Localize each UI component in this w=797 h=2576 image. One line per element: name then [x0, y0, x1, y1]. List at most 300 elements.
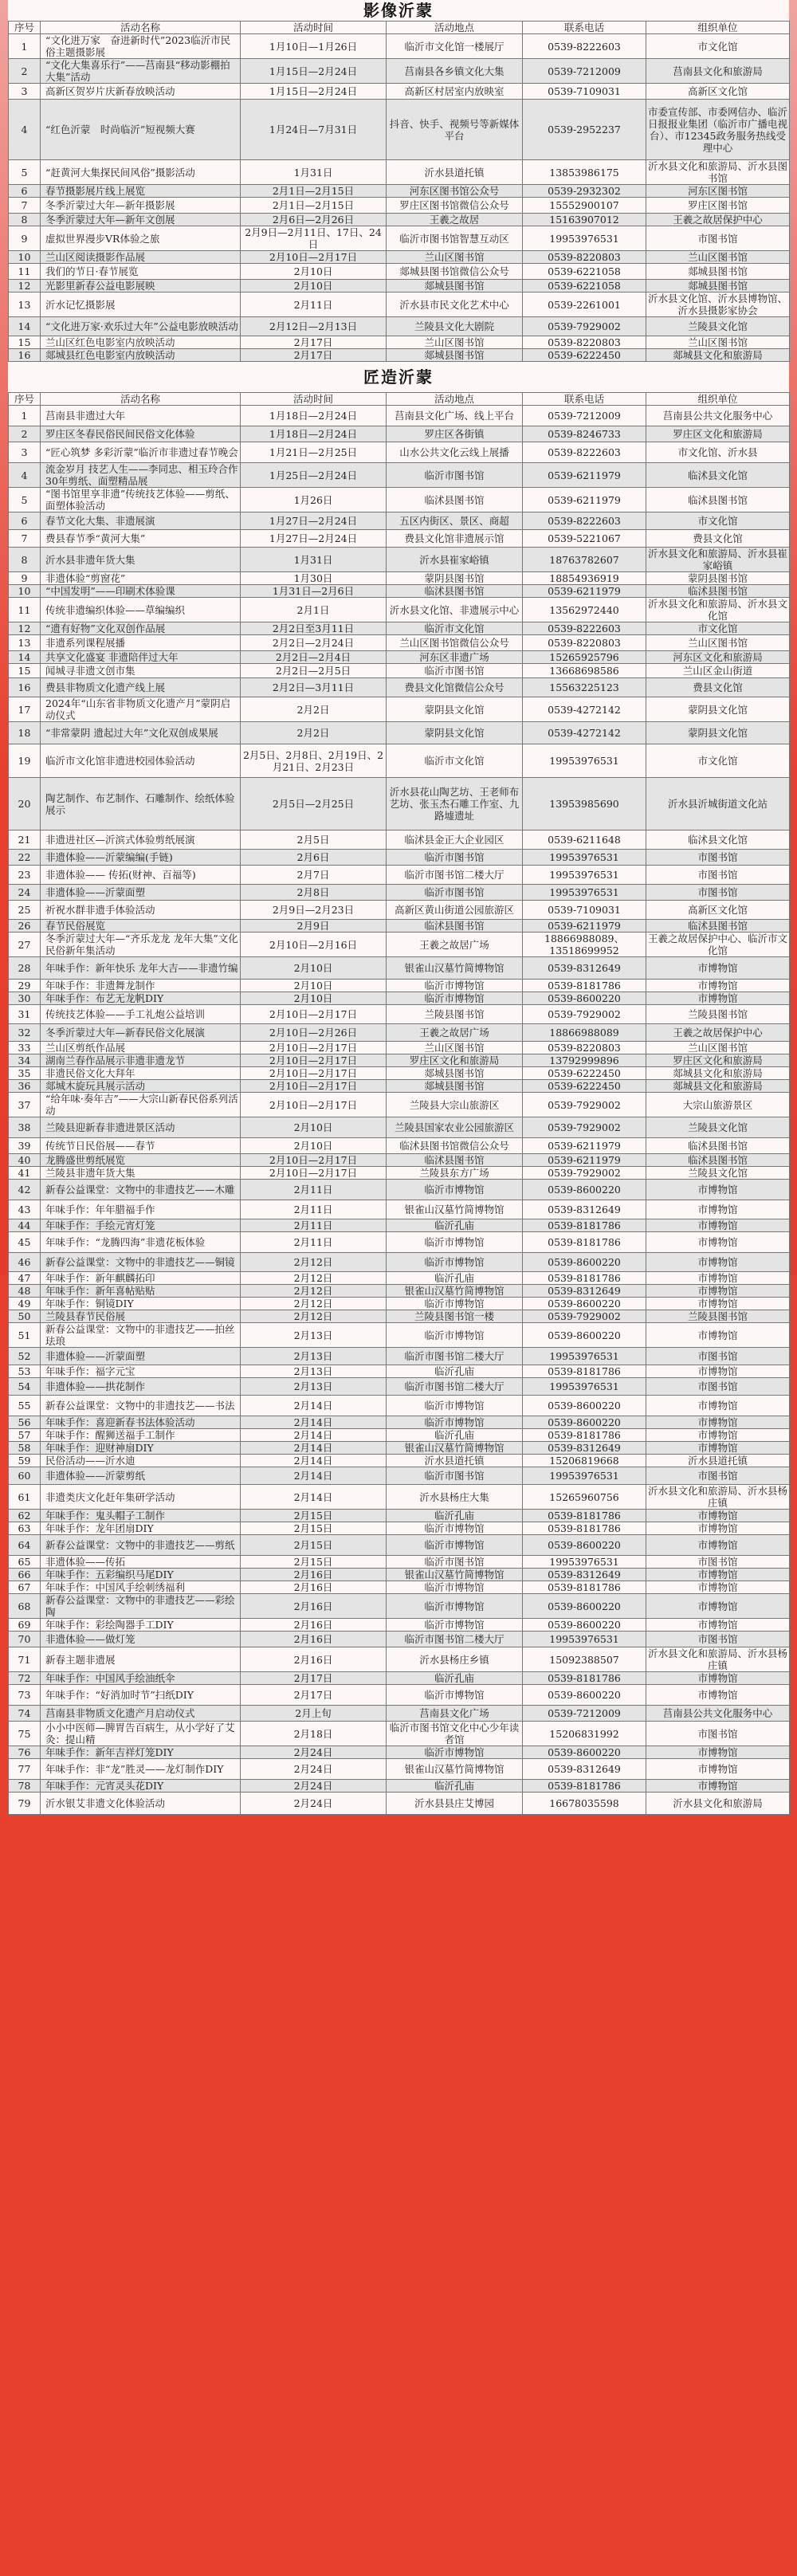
- row-number: 2: [9, 59, 41, 84]
- row-number: 46: [9, 1253, 41, 1272]
- activity-location: 临沂市博物馆: [387, 1746, 523, 1759]
- activity-name: 年味手作：中国风手绘刺绣福利: [41, 1581, 241, 1594]
- organizer: 沂水县文化馆、沂水县博物馆、沂水县摄影家协会: [646, 293, 790, 317]
- activity-name: 年味手作：新年麒麟拓印: [41, 1272, 241, 1285]
- column-header: 联系电话: [523, 22, 646, 34]
- organizer: 兰山区图书馆: [646, 251, 790, 264]
- table-row: [9, 1200, 790, 1219]
- activity-time: 2月2日至3月11日: [241, 622, 387, 635]
- organizer: 临沭县文化馆: [646, 831, 790, 850]
- activity-location: 临沂市博物馆: [387, 980, 523, 992]
- activity-name: 莒南县非物质文化遗产月启动仪式: [41, 1706, 241, 1722]
- activity-location: 临沂市博物馆: [387, 1323, 523, 1348]
- table-row: [9, 980, 790, 992]
- row-number: 42: [9, 1180, 41, 1200]
- activity-location: 费县文化馆微信公众号: [387, 678, 523, 697]
- contact-phone: 0539-8246733: [523, 426, 646, 442]
- activity-location: 兰陵县图书馆: [387, 1005, 523, 1024]
- organizer: 市博物馆: [646, 1200, 790, 1219]
- contact-phone: 0539-8220803: [523, 336, 646, 349]
- activity-time: 2月2日—2月5日: [241, 664, 387, 678]
- activity-time: 2月10日: [241, 957, 387, 980]
- activity-location: 临沂市博物馆: [387, 1685, 523, 1706]
- activity-time: 2月1日—2月15日: [241, 185, 387, 198]
- activity-location: 莒南县文化广场、线上平台: [387, 406, 523, 426]
- table-row: [9, 1429, 790, 1442]
- row-number: 40: [9, 1154, 41, 1167]
- activity-name: 非遗体验——沂蒙编编(手链): [41, 850, 241, 866]
- table-row: [9, 84, 790, 100]
- activity-name: 年味手作：新年喜帖贴贴: [41, 1285, 241, 1298]
- activity-name: 2024年“山东省非物质文化遗产月”蒙阴启动仪式: [41, 697, 241, 722]
- table-row: [9, 831, 790, 850]
- table-row: [9, 1154, 790, 1167]
- row-number: 70: [9, 1632, 41, 1647]
- activity-location: 临沂市博物馆: [387, 1180, 523, 1200]
- row-number: 18: [9, 722, 41, 744]
- organizer: 临沭县图书馆: [646, 585, 790, 598]
- organizer: 市博物馆: [646, 1780, 790, 1793]
- activity-time: 2月上旬: [241, 1706, 387, 1722]
- organizer: 郯城县文化和旅游局: [646, 1067, 790, 1080]
- table-row: [9, 1485, 790, 1510]
- activity-time: 1月30日: [241, 572, 387, 585]
- activity-location: 高新区黄山街道公园旅游区: [387, 901, 523, 920]
- activity-name: 年味手作：鬼头帽子工制作: [41, 1510, 241, 1522]
- activity-time: 2月10日—2月17日: [241, 1167, 387, 1180]
- table-row: [9, 1632, 790, 1647]
- row-number: 78: [9, 1780, 41, 1793]
- row-number: 61: [9, 1485, 41, 1510]
- organizer: 市博物馆: [646, 1323, 790, 1348]
- activity-location: 兰陵县东方广场: [387, 1167, 523, 1180]
- activity-time: 2月24日: [241, 1780, 387, 1793]
- organizer: 市博物馆: [646, 957, 790, 980]
- contact-phone: 0539-8222603: [523, 442, 646, 463]
- activity-time: 2月10日—2月17日: [241, 1154, 387, 1167]
- table-row: [9, 1467, 790, 1485]
- row-number: 10: [9, 251, 41, 264]
- activity-location: 临沂市图书馆: [387, 1467, 523, 1485]
- activity-time: 2月10日: [241, 980, 387, 992]
- contact-phone: 0539-6211979: [523, 1154, 646, 1167]
- activity-name: 年味手作：彩绘陶器手工DIY: [41, 1619, 241, 1632]
- table-row: [9, 406, 790, 426]
- contact-phone: 13792999896: [523, 1054, 646, 1067]
- activity-name: 传统非遗编织体验——草编编织: [41, 598, 241, 622]
- table-row: [9, 1396, 790, 1416]
- activity-name: “赶黄河大集探民间风俗”摄影活动: [41, 160, 241, 185]
- organizer: 市博物馆: [646, 1581, 790, 1594]
- row-number: 14: [9, 651, 41, 664]
- activity-time: 2月11日: [241, 1200, 387, 1219]
- activity-location: 临沂市博物馆: [387, 992, 523, 1005]
- contact-phone: 0539-6211979: [523, 585, 646, 598]
- activity-location: 莒南县文化广场: [387, 1706, 523, 1722]
- organizer: 市图书馆: [646, 226, 790, 251]
- organizer: 市博物馆: [646, 980, 790, 992]
- section-title: 匠造沂蒙: [363, 367, 434, 387]
- row-number: 59: [9, 1455, 41, 1467]
- activity-location: 郯城县图书馆: [387, 280, 523, 293]
- contact-phone: 19953976531: [523, 1556, 646, 1569]
- activity-name: 兰山区红色电影室内放映活动: [41, 336, 241, 349]
- activity-time: 1月27日—2月24日: [241, 530, 387, 548]
- table-row: [9, 1080, 790, 1093]
- table-row: [9, 1619, 790, 1632]
- row-number: 1: [9, 34, 41, 59]
- activity-time: 2月2日—2月24日: [241, 635, 387, 651]
- organizer: 罗庄区文化和旅游局: [646, 426, 790, 442]
- row-number: 11: [9, 598, 41, 622]
- organizer: 罗庄区图书馆: [646, 198, 790, 214]
- activity-location: 兰陵县图书馆一楼: [387, 1310, 523, 1323]
- organizer: 市博物馆: [646, 1619, 790, 1632]
- activity-name: 年味手作：“龙腾四海”非遗花板体验: [41, 1232, 241, 1253]
- activity-location: 临沂市图书馆二楼大厅: [387, 1632, 523, 1647]
- activity-location: 临沂市文化馆一楼展厅: [387, 34, 523, 59]
- activity-time: 2月14日: [241, 1429, 387, 1442]
- table-row: [9, 1455, 790, 1467]
- activity-name: 冬季沂蒙过大年—新春民俗文化展演: [41, 1024, 241, 1042]
- activity-location: 蒙阴县图书馆: [387, 572, 523, 585]
- activity-location: 临沂市图书馆二楼大厅: [387, 1348, 523, 1365]
- activity-name: “文化进万家·欢乐过大年”公益电影放映活动: [41, 317, 241, 336]
- activity-time: 2月6日—2月26日: [241, 214, 387, 226]
- column-header: 组织单位: [646, 393, 790, 406]
- organizer: 市图书馆: [646, 850, 790, 866]
- row-number: 26: [9, 920, 41, 933]
- column-header: 活动时间: [241, 393, 387, 406]
- activity-name: 兰陵县迎新春非遗进景区活动: [41, 1117, 241, 1138]
- activity-location: 银雀山汉墓竹简博物馆: [387, 1200, 523, 1219]
- row-number: 22: [9, 850, 41, 866]
- contact-phone: 18763782607: [523, 548, 646, 572]
- contact-phone: 0539-7929002: [523, 1117, 646, 1138]
- row-number: 45: [9, 1232, 41, 1253]
- activity-name: 年味手作：五彩编织马尾DIY: [41, 1569, 241, 1581]
- contact-phone: 0539-8220803: [523, 1042, 646, 1054]
- organizer: 市图书馆: [646, 866, 790, 885]
- activity-location: 兰山区图书馆: [387, 336, 523, 349]
- activity-time: 2月24日: [241, 1793, 387, 1815]
- activity-time: 2月16日: [241, 1569, 387, 1581]
- activity-name: 年味手作：元宵灵头花DIY: [41, 1780, 241, 1793]
- contact-phone: 0539-6221058: [523, 280, 646, 293]
- contact-phone: 0539-5221067: [523, 530, 646, 548]
- activity-location: 莒南县各乡镇文化大集: [387, 59, 523, 84]
- activity-location: 沂水县县庄艾博园: [387, 1793, 523, 1815]
- contact-phone: 0539-8312649: [523, 1200, 646, 1219]
- row-number: 55: [9, 1396, 41, 1416]
- activity-name: 非遗进社区—沂滨式体验剪纸展演: [41, 831, 241, 850]
- contact-phone: 0539-8222603: [523, 34, 646, 59]
- organizer: 王羲之故居保护中心: [646, 1024, 790, 1042]
- row-number: 77: [9, 1759, 41, 1780]
- activity-location: 沂水县杨庄乡镇: [387, 1647, 523, 1672]
- contact-phone: 0539-8181786: [523, 1780, 646, 1793]
- activity-name: 沂水县非遗年货大集: [41, 548, 241, 572]
- organizer: 蒙阴县图书馆: [646, 572, 790, 585]
- row-number: 11: [9, 264, 41, 280]
- activity-name: “文化大集喜乐行”——莒南县“移动影棚拍大集”活动: [41, 59, 241, 84]
- table-row: [9, 622, 790, 635]
- activity-time: 2月10日—2月26日: [241, 1024, 387, 1042]
- activity-location: 费县文化馆非遗展示馆: [387, 530, 523, 548]
- contact-phone: 19953976531: [523, 885, 646, 901]
- table-row: [9, 512, 790, 530]
- activity-location: 临沂市图书馆: [387, 885, 523, 901]
- column-header: 序号: [9, 22, 41, 34]
- row-number: 2: [9, 426, 41, 442]
- contact-phone: 0539-8600220: [523, 992, 646, 1005]
- activity-name: 年味手作：喜迎新春书法体验活动: [41, 1416, 241, 1429]
- activity-name: “中国发明”——印刷术体验课: [41, 585, 241, 598]
- organizer: 市委宣传部、市委网信办、临沂日报报业集团（临沂市广播电视台）、市12345政务服务热线受理中心: [646, 100, 790, 160]
- activity-name: 冬季沂蒙过大年—新年摄影展: [41, 198, 241, 214]
- activity-location: 临沂市博物馆: [387, 1594, 523, 1619]
- table-row: [9, 1323, 790, 1348]
- contact-phone: 0539-8222603: [523, 512, 646, 530]
- column-header: 活动时间: [241, 22, 387, 34]
- contact-phone: 13853986175: [523, 160, 646, 185]
- contact-phone: 0539-7212009: [523, 59, 646, 84]
- table-row: [9, 1706, 790, 1722]
- contact-phone: 0539-7929002: [523, 1167, 646, 1180]
- activity-name: 光影里新春公益电影展映: [41, 280, 241, 293]
- row-number: 76: [9, 1746, 41, 1759]
- activity-name: “图书馆里享非遗”传统技艺体验——剪纸、面塑体验活动: [41, 488, 241, 512]
- table-row: [9, 1042, 790, 1054]
- activity-time: 2月2日—2月4日: [241, 651, 387, 664]
- table-row: [9, 1672, 790, 1685]
- contact-phone: 0539-8600220: [523, 1253, 646, 1272]
- activity-name: 冬季沂蒙过大年—新年文创展: [41, 214, 241, 226]
- organizer: 市博物馆: [646, 1759, 790, 1780]
- activity-time: 2月1日—2月15日: [241, 198, 387, 214]
- activity-time: 2月12日: [241, 1310, 387, 1323]
- table-row: [9, 992, 790, 1005]
- row-number: 60: [9, 1467, 41, 1485]
- activity-location: 临沂孔庙: [387, 1219, 523, 1232]
- row-number: 39: [9, 1138, 41, 1154]
- activity-time: 2月2日: [241, 722, 387, 744]
- row-number: 36: [9, 1080, 41, 1093]
- organizer: 河东区图书馆: [646, 185, 790, 198]
- activity-location: 抖音、快手、视频号等新媒体平台: [387, 100, 523, 160]
- organizer: 临沭县图书馆: [646, 488, 790, 512]
- contact-phone: 0539-7109031: [523, 84, 646, 100]
- activity-location: 沂水县道托镇: [387, 1455, 523, 1467]
- contact-phone: 0539-8600220: [523, 1535, 646, 1556]
- table-row: [9, 850, 790, 866]
- row-number: 7: [9, 530, 41, 548]
- activity-table: [8, 392, 790, 1815]
- activity-time: 2月14日: [241, 1416, 387, 1429]
- organizer: 市文化馆: [646, 744, 790, 778]
- activity-location: 郯城县图书馆: [387, 349, 523, 362]
- organizer: 市博物馆: [646, 1285, 790, 1298]
- contact-phone: 0539-6222450: [523, 1080, 646, 1093]
- contact-phone: 13668698586: [523, 664, 646, 678]
- contact-phone: 13562972440: [523, 598, 646, 622]
- organizer: 兰陵县文化馆: [646, 1167, 790, 1180]
- activity-name: 民俗活动——沂水迪: [41, 1455, 241, 1467]
- contact-phone: 0539-8181786: [523, 1272, 646, 1285]
- table-row: [9, 1005, 790, 1024]
- contact-phone: 0539-8181786: [523, 980, 646, 992]
- section-title: 影像沂蒙: [363, 1, 434, 20]
- activity-name: 年味手作：新年快乐 龙年大吉——非遗竹编: [41, 957, 241, 980]
- activity-location: 临沂市博物馆: [387, 1619, 523, 1632]
- contact-phone: 19953976531: [523, 226, 646, 251]
- organizer: 市博物馆: [646, 1298, 790, 1310]
- row-number: 6: [9, 185, 41, 198]
- activity-name: 兰陵县春节民俗展: [41, 1310, 241, 1323]
- activity-time: 2月11日: [241, 293, 387, 317]
- activity-time: 1月18日—2月24日: [241, 426, 387, 442]
- row-number: 43: [9, 1200, 41, 1219]
- activity-location: 五区内街区、景区、商超: [387, 512, 523, 530]
- table-row: [9, 185, 790, 198]
- organizer: 市博物馆: [646, 1746, 790, 1759]
- activity-time: 2月2日—3月11日: [241, 678, 387, 697]
- table-row: [9, 1522, 790, 1535]
- activity-location: 临沭县图书馆: [387, 1154, 523, 1167]
- contact-phone: 19953976531: [523, 850, 646, 866]
- organizer: 市博物馆: [646, 1272, 790, 1285]
- table-row: [9, 160, 790, 185]
- row-number: 7: [9, 198, 41, 214]
- organizer: 市文化馆、沂水县: [646, 442, 790, 463]
- organizer: 兰陵县图书馆: [646, 1310, 790, 1323]
- activity-time: 1月25日—2月24日: [241, 463, 387, 488]
- activity-time: 2月6日: [241, 850, 387, 866]
- table-row: [9, 1138, 790, 1154]
- contact-phone: 0539-7929002: [523, 1005, 646, 1024]
- activity-time: 2月12日: [241, 1298, 387, 1310]
- activity-time: 2月10日: [241, 264, 387, 280]
- activity-time: 2月17日: [241, 349, 387, 362]
- activity-time: 2月13日: [241, 1365, 387, 1378]
- row-number: 54: [9, 1378, 41, 1396]
- table-row: [9, 34, 790, 59]
- activity-time: 2月10日—2月17日: [241, 1067, 387, 1080]
- activity-time: 2月8日: [241, 885, 387, 901]
- row-number: 52: [9, 1348, 41, 1365]
- organizer: 市博物馆: [646, 1365, 790, 1378]
- contact-phone: 0539-8181786: [523, 1429, 646, 1442]
- organizer: 市博物馆: [646, 1416, 790, 1429]
- activity-name: “红色沂蒙 时尚临沂”短视频大赛: [41, 100, 241, 160]
- contact-phone: 0539-2261001: [523, 293, 646, 317]
- table-header-row: [9, 22, 790, 34]
- row-number: 33: [9, 1042, 41, 1054]
- contact-phone: 15206819668: [523, 1455, 646, 1467]
- activity-time: 2月10日—2月17日: [241, 1054, 387, 1067]
- activity-time: 1月26日: [241, 488, 387, 512]
- activity-location: 临沭县图书馆: [387, 920, 523, 933]
- activity-location: 临沂孔庙: [387, 1429, 523, 1442]
- contact-phone: 0539-4272142: [523, 697, 646, 722]
- row-number: 75: [9, 1722, 41, 1746]
- table-row: [9, 426, 790, 442]
- contact-phone: 19953976531: [523, 1467, 646, 1485]
- activity-time: 1月15日—2月24日: [241, 59, 387, 84]
- activity-time: 2月11日: [241, 1180, 387, 1200]
- activity-location: 临沂市博物馆: [387, 1253, 523, 1272]
- activity-name: 兰山区剪纸作品展: [41, 1042, 241, 1054]
- row-number: 63: [9, 1522, 41, 1535]
- contact-phone: 18866988089: [523, 1024, 646, 1042]
- contact-phone: 0539-8312649: [523, 1569, 646, 1581]
- contact-phone: 0539-8600220: [523, 1416, 646, 1429]
- table-row: [9, 1285, 790, 1298]
- activity-name: 湖南兰春作品展示非遗非遗龙节: [41, 1054, 241, 1067]
- activity-name: 罗庄区冬春民俗民间民俗文化体验: [41, 426, 241, 442]
- activity-location: 沂水县道托镇: [387, 160, 523, 185]
- activity-time: 1月15日—2月24日: [241, 84, 387, 100]
- row-number: 1: [9, 406, 41, 426]
- contact-phone: 0539-8222603: [523, 622, 646, 635]
- row-number: 37: [9, 1093, 41, 1117]
- table-row: [9, 1348, 790, 1365]
- column-header: 联系电话: [523, 393, 646, 406]
- activity-location: 王羲之故居: [387, 214, 523, 226]
- organizer: 兰山区金山街道: [646, 664, 790, 678]
- activity-time: 2月5日、2月8日、2月19日、2月21日、2月23日: [241, 744, 387, 778]
- organizer: 沂水县文化和旅游局、沂水县图书馆: [646, 160, 790, 185]
- row-number: 48: [9, 1285, 41, 1298]
- contact-phone: 0539-8181786: [523, 1232, 646, 1253]
- activity-name: 年味手作：年年腊福手作: [41, 1200, 241, 1219]
- row-number: 74: [9, 1706, 41, 1722]
- row-number: 15: [9, 336, 41, 349]
- activity-time: 2月15日: [241, 1522, 387, 1535]
- activity-location: 临沂市博物馆: [387, 1581, 523, 1594]
- organizer: 沂水县文化和旅游局: [646, 1793, 790, 1815]
- row-number: 13: [9, 293, 41, 317]
- table-row: [9, 572, 790, 585]
- activity-name: “遗有好物”文化双创作品展: [41, 622, 241, 635]
- table-row: [9, 1253, 790, 1272]
- activity-time: 2月16日: [241, 1632, 387, 1647]
- table-row: [9, 585, 790, 598]
- table-row: [9, 1024, 790, 1042]
- table-row: [9, 957, 790, 980]
- row-number: 68: [9, 1594, 41, 1619]
- contact-phone: 0539-8181786: [523, 1581, 646, 1594]
- row-number: 28: [9, 957, 41, 980]
- activity-time: 2月17日: [241, 1672, 387, 1685]
- contact-phone: 0539-6211979: [523, 1138, 646, 1154]
- row-number: 69: [9, 1619, 41, 1632]
- contact-phone: 0539-8181786: [523, 1522, 646, 1535]
- activity-location: 沂水县杨庄大集: [387, 1485, 523, 1510]
- organizer: 沂水县道托镇: [646, 1455, 790, 1467]
- table-row: [9, 1378, 790, 1396]
- organizer: 市博物馆: [646, 992, 790, 1005]
- organizer: 市图书馆: [646, 1556, 790, 1569]
- table-row: [9, 530, 790, 548]
- row-number: 44: [9, 1219, 41, 1232]
- activity-time: 2月12日: [241, 1253, 387, 1272]
- table-row: [9, 1067, 790, 1080]
- table-row: [9, 664, 790, 678]
- organizer: 市博物馆: [646, 1180, 790, 1200]
- activity-name: 费县春节季“黄河大集”: [41, 530, 241, 548]
- organizer: 市博物馆: [646, 1396, 790, 1416]
